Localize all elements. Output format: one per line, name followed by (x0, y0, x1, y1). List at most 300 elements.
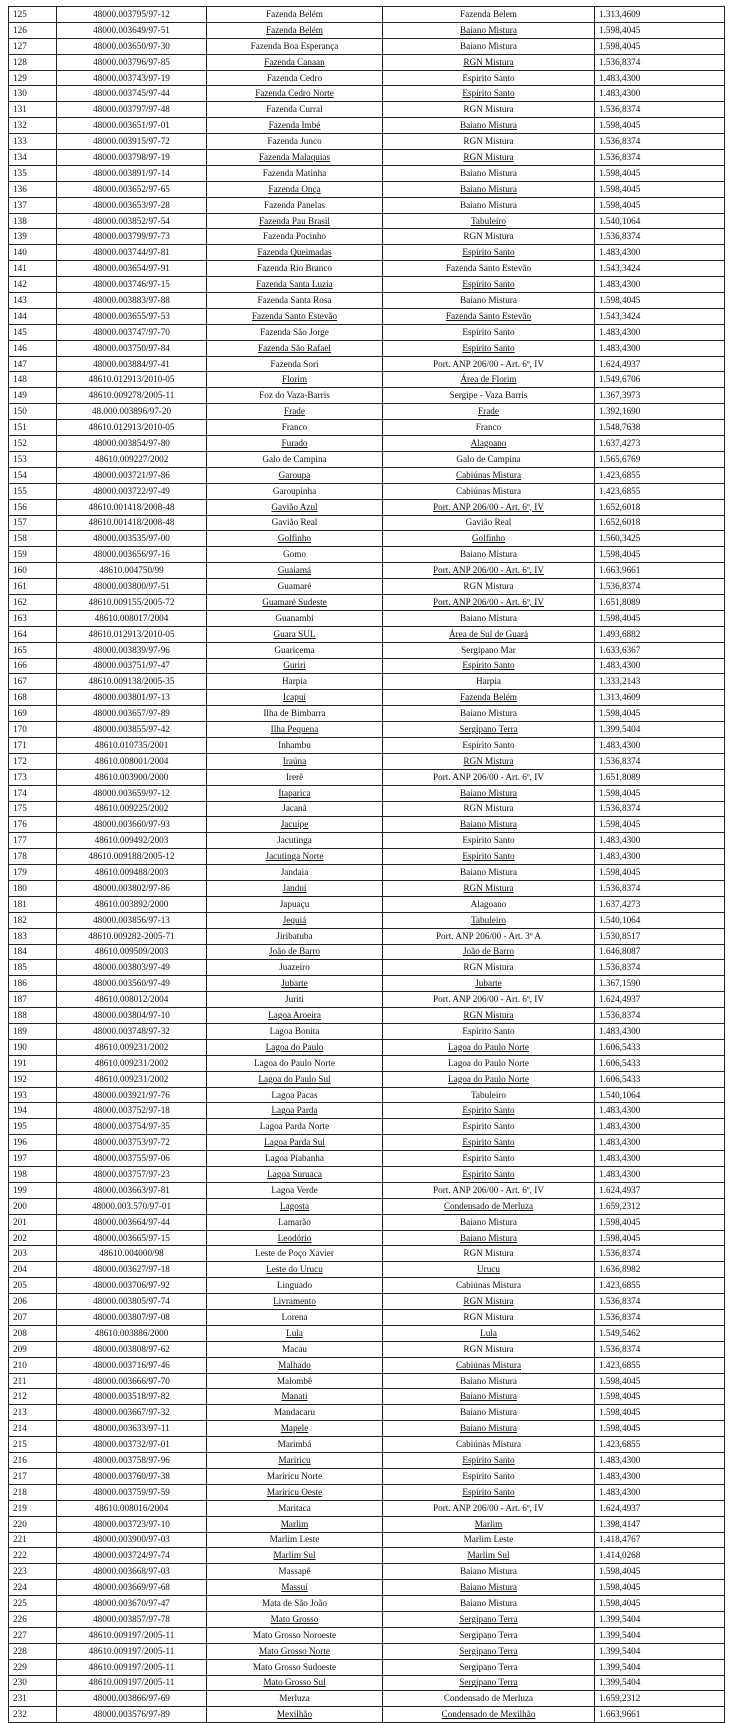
row-number: 157 (9, 515, 57, 531)
table-row (9, 245, 725, 261)
price-value: 1.652,6018 (595, 499, 725, 515)
table-row (9, 118, 725, 134)
reference-stream: Fazenda Belem (383, 7, 595, 23)
row-number: 190 (9, 1039, 57, 1055)
process-number: 48610.001418/2008-48 (57, 499, 207, 515)
field-name: Guriri (207, 658, 383, 674)
field-name: Manati (207, 1389, 383, 1405)
reference-stream: Espírito Santo (383, 1024, 595, 1040)
field-name: Mata de São João (207, 1596, 383, 1612)
table-row (9, 1278, 725, 1294)
table-row (9, 420, 725, 436)
price-value: 1.636,8982 (595, 1262, 725, 1278)
reference-stream: Baiano Mistura (383, 1580, 595, 1596)
row-number: 159 (9, 547, 57, 563)
table-row (9, 1516, 725, 1532)
reference-stream: Espírito Santo (383, 1135, 595, 1151)
reference-stream: Baiano Mistura (383, 1405, 595, 1421)
price-value: 1.483,4300 (595, 1151, 725, 1167)
reference-stream: Lagoa do Paulo Norte (383, 1055, 595, 1071)
price-value: 1.493,6882 (595, 626, 725, 642)
reference-stream: Cabiúnas Mistura (383, 1357, 595, 1373)
table-row (9, 451, 725, 467)
price-value: 1.333,2143 (595, 674, 725, 690)
field-name: Guanambi (207, 610, 383, 626)
field-name: Lagoa do Paulo Sul (207, 1071, 383, 1087)
process-number: 48000.003650/97-30 (57, 38, 207, 54)
field-name: Ilha Pequena (207, 722, 383, 738)
row-number: 167 (9, 674, 57, 690)
process-number: 48610.008017/2004 (57, 610, 207, 626)
field-name: Jacutinga (207, 833, 383, 849)
field-name: Marlim Leste (207, 1532, 383, 1548)
table-row (9, 865, 725, 881)
field-name: Fazenda Pocinho (207, 229, 383, 245)
process-number: 48610.009227/2002 (57, 451, 207, 467)
row-number: 208 (9, 1325, 57, 1341)
field-name: Fazenda Imbé (207, 118, 383, 134)
price-value: 1.536,8374 (595, 1310, 725, 1326)
table-row (9, 1468, 725, 1484)
field-name: Mato Grosso Sul (207, 1675, 383, 1691)
price-value: 1.598,4045 (595, 38, 725, 54)
table-row (9, 1071, 725, 1087)
reference-stream: Port. ANP 206/00 - Art. 6º, IV (383, 563, 595, 579)
price-value: 1.536,8374 (595, 1294, 725, 1310)
field-name: Mandacaru (207, 1405, 383, 1421)
process-number: 48000.003723/97-10 (57, 1516, 207, 1532)
reference-stream: Harpia (383, 674, 595, 690)
price-value: 1.483,4300 (595, 86, 725, 102)
field-name: Malombê (207, 1373, 383, 1389)
table-row (9, 1262, 725, 1278)
row-number: 185 (9, 960, 57, 976)
reference-stream: Sergipano Mar (383, 642, 595, 658)
table-row (9, 753, 725, 769)
process-number: 48000.003759/97-59 (57, 1484, 207, 1500)
process-number: 48000.003747/97-70 (57, 324, 207, 340)
row-number: 228 (9, 1643, 57, 1659)
table-row (9, 356, 725, 372)
row-number: 193 (9, 1087, 57, 1103)
field-name: Lagoa do Paulo Norte (207, 1055, 383, 1071)
price-value: 1.598,4045 (595, 1373, 725, 1389)
price-value: 1.598,4045 (595, 118, 725, 134)
row-number: 180 (9, 880, 57, 896)
field-name: Guamaré (207, 579, 383, 595)
field-name: Fazenda Matinha (207, 165, 383, 181)
reference-stream: RGN Mistura (383, 801, 595, 817)
reference-stream: Sergipano Terra (383, 1627, 595, 1643)
reference-stream: Marlim Sul (383, 1548, 595, 1564)
table-row (9, 1659, 725, 1675)
field-name: Fazenda Cedro Norte (207, 86, 383, 102)
table-row (9, 1405, 725, 1421)
price-value: 1.624,4937 (595, 356, 725, 372)
table-row (9, 722, 725, 738)
field-name: Galo de Campina (207, 451, 383, 467)
field-name: Janduí (207, 880, 383, 896)
row-number: 200 (9, 1198, 57, 1214)
process-number: 48000.003883/97-88 (57, 293, 207, 309)
field-name: Fazenda Canaan (207, 54, 383, 70)
row-number: 226 (9, 1611, 57, 1627)
table-row (9, 388, 725, 404)
reference-stream: Port. ANP 206/00 - Art. 6º, IV (383, 499, 595, 515)
table-row (9, 1627, 725, 1643)
price-value: 1.663,9661 (595, 1707, 725, 1723)
price-value: 1.423,6855 (595, 467, 725, 483)
process-number: 48610.001418/2008-48 (57, 515, 207, 531)
process-number: 48610.009278/2005-11 (57, 388, 207, 404)
row-number: 139 (9, 229, 57, 245)
process-number: 48000.003746/97-15 (57, 277, 207, 293)
row-number: 165 (9, 642, 57, 658)
process-number: 48000.003808/97-62 (57, 1341, 207, 1357)
field-name: Mapele (207, 1421, 383, 1437)
table-row (9, 1310, 725, 1326)
reference-stream: Espírito Santo (383, 1119, 595, 1135)
table-row (9, 515, 725, 531)
process-number: 48000.003795/97-12 (57, 7, 207, 23)
process-number: 48000.003668/97-03 (57, 1564, 207, 1580)
table-row (9, 277, 725, 293)
process-number: 48610.009231/2002 (57, 1055, 207, 1071)
process-number: 48000.003716/97-46 (57, 1357, 207, 1373)
field-name: Linguado (207, 1278, 383, 1294)
price-value: 1.313,4609 (595, 690, 725, 706)
reference-stream: Espírito Santo (383, 1103, 595, 1119)
price-value: 1.536,8374 (595, 1246, 725, 1262)
row-number: 205 (9, 1278, 57, 1294)
table-row (9, 674, 725, 690)
price-value: 1.543,3424 (595, 308, 725, 324)
table-row (9, 531, 725, 547)
price-value: 1.540,1064 (595, 1087, 725, 1103)
table-row (9, 261, 725, 277)
field-name: Fazenda Pau Brasil (207, 213, 383, 229)
table-row (9, 1325, 725, 1341)
field-name: Guaiamá (207, 563, 383, 579)
price-value: 1.633,6367 (595, 642, 725, 658)
field-name: Fazenda Belém (207, 7, 383, 23)
process-number: 48000.003752/97-18 (57, 1103, 207, 1119)
reference-stream: Golfinho (383, 531, 595, 547)
process-number: 48000.003669/97-68 (57, 1580, 207, 1596)
process-number: 48000.003805/97-74 (57, 1294, 207, 1310)
row-number: 202 (9, 1230, 57, 1246)
reference-stream: Port. ANP 206/00 - Art. 6º, IV (383, 594, 595, 610)
reference-stream: RGN Mistura (383, 1310, 595, 1326)
row-number: 215 (9, 1437, 57, 1453)
row-number: 231 (9, 1691, 57, 1707)
process-number: 48610.009197/2005-11 (57, 1675, 207, 1691)
reference-stream: Espírito Santo (383, 833, 595, 849)
table-row (9, 1214, 725, 1230)
process-number: 48000.003722/97-49 (57, 483, 207, 499)
reference-stream: Lagoa do Paulo Norte (383, 1039, 595, 1055)
field-name: Mato Grosso Norte (207, 1643, 383, 1659)
process-number: 48000.003663/97-81 (57, 1182, 207, 1198)
table-row (9, 690, 725, 706)
process-number: 48000.003801/97-13 (57, 690, 207, 706)
field-name: Lorena (207, 1310, 383, 1326)
price-value: 1.399,5404 (595, 1659, 725, 1675)
reference-stream: Alagoano (383, 436, 595, 452)
price-value: 1.598,4045 (595, 1230, 725, 1246)
document-page (8, 6, 724, 1723)
process-number: 48000.003798/97-19 (57, 150, 207, 166)
row-number: 222 (9, 1548, 57, 1564)
process-number: 48000.003754/97-35 (57, 1119, 207, 1135)
field-name: Jandaia (207, 865, 383, 881)
field-name: Irerê (207, 769, 383, 785)
reference-stream: Tabuleiro (383, 213, 595, 229)
field-name: Gomo (207, 547, 383, 563)
row-number: 163 (9, 610, 57, 626)
row-number: 183 (9, 928, 57, 944)
row-number: 143 (9, 293, 57, 309)
row-number: 132 (9, 118, 57, 134)
row-number: 232 (9, 1707, 57, 1723)
table-row (9, 1055, 725, 1071)
table-row (9, 70, 725, 86)
field-name: Jacanã (207, 801, 383, 817)
price-value: 1.598,4045 (595, 1564, 725, 1580)
process-number: 48000.003750/97-84 (57, 340, 207, 356)
reference-stream: Sergipano Terra (383, 1643, 595, 1659)
table-row (9, 944, 725, 960)
price-value: 1.483,4300 (595, 833, 725, 849)
process-number: 48000.003760/97-38 (57, 1468, 207, 1484)
process-number: 48610.008001/2004 (57, 753, 207, 769)
row-number: 144 (9, 308, 57, 324)
price-value: 1.651,8089 (595, 594, 725, 610)
reference-stream: Frade (383, 404, 595, 420)
process-number: 48000.003656/97-16 (57, 547, 207, 563)
row-number: 219 (9, 1500, 57, 1516)
price-value: 1.598,4045 (595, 1580, 725, 1596)
price-value: 1.624,4937 (595, 1500, 725, 1516)
field-name: Fazenda Onça (207, 181, 383, 197)
reference-stream: Baiano Mistura (383, 865, 595, 881)
row-number: 203 (9, 1246, 57, 1262)
reference-stream: RGN Mistura (383, 880, 595, 896)
price-value: 1.598,4045 (595, 181, 725, 197)
reference-stream: Espírito Santo (383, 1484, 595, 1500)
price-value: 1.483,4300 (595, 324, 725, 340)
field-name: Fazenda Boa Esperança (207, 38, 383, 54)
process-number: 48000.003664/97-44 (57, 1214, 207, 1230)
table-row (9, 340, 725, 356)
table-row (9, 308, 725, 324)
reference-stream: RGN Mistura (383, 1341, 595, 1357)
field-name: Mariricu (207, 1453, 383, 1469)
reference-stream: Alagoano (383, 896, 595, 912)
field-name: Mariricu Norte (207, 1468, 383, 1484)
process-number: 48610.012913/2010-05 (57, 626, 207, 642)
price-value: 1.598,4045 (595, 22, 725, 38)
price-value: 1.483,4300 (595, 70, 725, 86)
price-value: 1.536,8374 (595, 579, 725, 595)
process-number: 48610.009488/2003 (57, 865, 207, 881)
row-number: 229 (9, 1659, 57, 1675)
table-row (9, 483, 725, 499)
price-value: 1.652,6018 (595, 515, 725, 531)
field-name: Garoupa (207, 467, 383, 483)
field-name: Fazenda São Jorge (207, 324, 383, 340)
process-number: 48610.012913/2010-05 (57, 420, 207, 436)
field-name: Lagoa do Paulo (207, 1039, 383, 1055)
price-value: 1.536,8374 (595, 960, 725, 976)
reference-stream: Sergipano Terra (383, 1659, 595, 1675)
row-number: 136 (9, 181, 57, 197)
price-value: 1.483,4300 (595, 849, 725, 865)
table-row (9, 1182, 725, 1198)
process-number: 48610.012913/2010-05 (57, 372, 207, 388)
reference-stream: Espírito Santo (383, 1151, 595, 1167)
process-number: 48000.003803/97-49 (57, 960, 207, 976)
row-number: 125 (9, 7, 57, 23)
field-name: Itaparica (207, 785, 383, 801)
table-row (9, 1151, 725, 1167)
process-number: 48000.003576/97-89 (57, 1707, 207, 1723)
process-number: 48610.003886/2000 (57, 1325, 207, 1341)
row-number: 142 (9, 277, 57, 293)
table-row (9, 1167, 725, 1183)
price-value: 1.483,4300 (595, 737, 725, 753)
table-row (9, 1580, 725, 1596)
process-number: 48610.009138/2005-35 (57, 674, 207, 690)
price-value: 1.598,4045 (595, 293, 725, 309)
row-number: 140 (9, 245, 57, 261)
table-row (9, 801, 725, 817)
process-number: 48000.003854/97-80 (57, 436, 207, 452)
table-row (9, 737, 725, 753)
reference-stream: RGN Mistura (383, 960, 595, 976)
field-name: Inhambu (207, 737, 383, 753)
reference-stream: Cabiúnas Mistura (383, 1437, 595, 1453)
field-name: Marlim Sul (207, 1548, 383, 1564)
reference-stream: Port. ANP 206/00 - Art. 6º, IV (383, 1500, 595, 1516)
field-name: Fazenda Rio Branco (207, 261, 383, 277)
row-number: 153 (9, 451, 57, 467)
reference-stream: Baiano Mistura (383, 785, 595, 801)
price-value: 1.540,1064 (595, 213, 725, 229)
row-number: 134 (9, 150, 57, 166)
row-number: 206 (9, 1294, 57, 1310)
reference-stream: Lagoa do Paulo Norte (383, 1071, 595, 1087)
reference-stream: RGN Mistura (383, 1246, 595, 1262)
row-number: 218 (9, 1484, 57, 1500)
row-number: 188 (9, 1008, 57, 1024)
process-number: 48000.003743/97-19 (57, 70, 207, 86)
table-row (9, 1675, 725, 1691)
price-value: 1.540,1064 (595, 912, 725, 928)
table-row (9, 404, 725, 420)
table-row (9, 928, 725, 944)
field-name: Marimbá (207, 1437, 383, 1453)
reference-stream: Espírito Santo (383, 849, 595, 865)
reference-stream: Espírito Santo (383, 737, 595, 753)
row-number: 189 (9, 1024, 57, 1040)
process-number: 48000.003633/97-11 (57, 1421, 207, 1437)
field-name: Lagoa Parda (207, 1103, 383, 1119)
process-number: 48000.003657/97-89 (57, 706, 207, 722)
field-name: Marlim (207, 1516, 383, 1532)
reference-stream: Sergipano Terra (383, 1611, 595, 1627)
table-row (9, 134, 725, 150)
row-number: 137 (9, 197, 57, 213)
field-name: Gavião Real (207, 515, 383, 531)
row-number: 127 (9, 38, 57, 54)
table-row (9, 610, 725, 626)
field-name: Macau (207, 1341, 383, 1357)
field-name: Lagoa Parda Norte (207, 1119, 383, 1135)
field-name: Jiribatuba (207, 928, 383, 944)
process-number: 48000.003535/97-00 (57, 531, 207, 547)
process-number: 48000.003665/97-15 (57, 1230, 207, 1246)
process-number: 48000.003560/97-49 (57, 976, 207, 992)
table-row (9, 1294, 725, 1310)
field-name: Guara SUL (207, 626, 383, 642)
row-number: 230 (9, 1675, 57, 1691)
price-value: 1.598,4045 (595, 706, 725, 722)
row-number: 133 (9, 134, 57, 150)
process-number: 48000.003856/97-13 (57, 912, 207, 928)
field-name: Leodório (207, 1230, 383, 1246)
row-number: 146 (9, 340, 57, 356)
price-value: 1.560,3425 (595, 531, 725, 547)
process-number: 48000.003839/97-96 (57, 642, 207, 658)
process-number: 48610.004750/99 (57, 563, 207, 579)
field-name: Guamaré Sudeste (207, 594, 383, 610)
process-number: 48000.003651/97-01 (57, 118, 207, 134)
reference-stream: Port. ANP 206/00 - Art. 6º, IV (383, 769, 595, 785)
table-row (9, 1357, 725, 1373)
process-number: 48000.003866/97-69 (57, 1691, 207, 1707)
process-number: 48000.003921/97-76 (57, 1087, 207, 1103)
table-row (9, 817, 725, 833)
row-number: 141 (9, 261, 57, 277)
reference-stream: RGN Mistura (383, 229, 595, 245)
field-name: Lagoa Bonita (207, 1024, 383, 1040)
reference-stream: RGN Mistura (383, 54, 595, 70)
field-name: Ilha de Bimbarra (207, 706, 383, 722)
process-number: 48000.003721/97-86 (57, 467, 207, 483)
price-value: 1.598,4045 (595, 785, 725, 801)
process-number: 48610.009197/2005-11 (57, 1643, 207, 1659)
reference-stream: Condensado de Merluza (383, 1691, 595, 1707)
table-row (9, 1548, 725, 1564)
row-number: 156 (9, 499, 57, 515)
table-row (9, 1453, 725, 1469)
row-number: 173 (9, 769, 57, 785)
price-value: 1.399,5404 (595, 1627, 725, 1643)
table-row (9, 1341, 725, 1357)
row-number: 195 (9, 1119, 57, 1135)
reference-stream: Galo de Campina (383, 451, 595, 467)
field-name: Jequiá (207, 912, 383, 928)
reference-stream: Fazenda Santo Estevão (383, 261, 595, 277)
process-number: 48610.009282-2005-71 (57, 928, 207, 944)
reference-stream: RGN Mistura (383, 150, 595, 166)
reference-stream: Espírito Santo (383, 1453, 595, 1469)
field-name: Foz do Vaza-Barris (207, 388, 383, 404)
process-number: 48610.004000/98 (57, 1246, 207, 1262)
table-row (9, 1103, 725, 1119)
row-number: 174 (9, 785, 57, 801)
